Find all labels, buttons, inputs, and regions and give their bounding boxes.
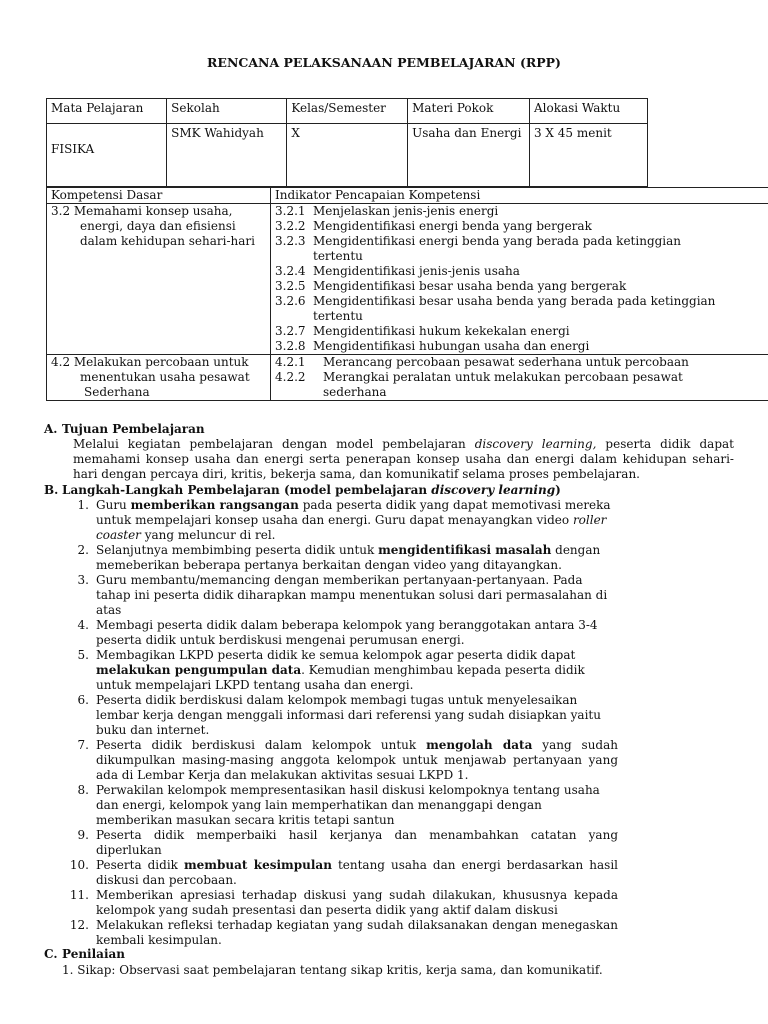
indicator-number: 3.2.6 xyxy=(275,294,306,308)
step-text-segment: . Kemudian menghimbau kepada peserta didik untuk mempelajari LKPD tentang usaha dan energi. xyxy=(96,663,585,692)
indicator-text: Merangkai peralatan untuk melakukan percobaan pesawat sederhana xyxy=(323,370,683,399)
indicator-cell-4-2 xyxy=(271,355,768,401)
document-title: RENCANA PELAKSANAAN PEMBELAJARAN (RPP) xyxy=(207,55,561,70)
step-number: 4. xyxy=(77,618,89,632)
step-keyword: mengidentifikasi masalah xyxy=(378,543,552,557)
step-item xyxy=(44,648,734,693)
competency-row-4-2 xyxy=(47,355,768,401)
indicator-text: Mengidentifikasi jenis-jenis usaha xyxy=(313,264,520,278)
step-text-segment: Melakukan refleksi terhadap kegiatan yang sudah dilaksanakan dengan menegaskan kembali kesimpulan. xyxy=(96,918,618,947)
step-text-segment: yang meluncur di rel. xyxy=(140,528,276,542)
step-item xyxy=(44,543,734,573)
step-number: 10. xyxy=(69,858,89,872)
step-text-segment: dengan memeberikan beberapa pertanya berkaitan dengan video yang ditayangkan. xyxy=(96,543,601,572)
step-text-segment: Membagi peserta didik dalam beberapa kelompok yang beranggotakan antara 3-4 peserta didik untuk berdiskusi mengenai perumusan energi. xyxy=(96,618,598,647)
kd-line: 4.2 Melakukan percobaan untuk xyxy=(51,355,249,369)
step-number: 12. xyxy=(69,918,89,932)
step-text xyxy=(96,858,618,888)
info-table-value-row xyxy=(47,124,648,187)
indicator-number: 3.2.3 xyxy=(275,234,306,248)
step-keyword: mengolah data xyxy=(426,738,533,752)
section-title: Tujuan Pembelajaran xyxy=(62,422,205,436)
kd-line: dalam kehidupan sehari-hari xyxy=(80,234,255,248)
step-text-segment: yang sudah dikumpulkan masing-masing anggota kelompok untuk menjawab pertanyaan yang ada di Lembar Kerja dan melakukan aktivitas sesuai LKPD 1. xyxy=(96,738,619,782)
step-text-segment: pada peserta didik yang dapat memotivasi mereka untuk mempelajari konsep usaha dan energi. Guru dapat menayangkan video xyxy=(96,498,611,527)
section-langkah xyxy=(44,483,734,948)
header-mata-pelajaran: Mata Pelajaran xyxy=(47,99,167,124)
kd-cell-4-2 xyxy=(47,355,271,401)
section-a-paragraph xyxy=(44,437,734,482)
paragraph-text: Melalui kegiatan pembelajaran dengan model pembelajaran xyxy=(73,437,475,451)
step-number: 7. xyxy=(77,738,89,752)
section-c-heading xyxy=(44,947,734,962)
kd-cell-3-2 xyxy=(47,204,271,355)
value-alokasi-waktu: 3 X 45 menit xyxy=(529,124,647,187)
indicator-text: Mengidentifikasi besar usaha benda yang bergerak xyxy=(313,279,627,293)
step-keyword: melakukan pengumpulan data xyxy=(96,663,302,677)
competency-header-row xyxy=(47,188,768,204)
step-text-segment: Perwakilan kelompok mempresentasikan hasil diskusi kelompoknya tentang usaha dan energi, kelompok yang lain memperhatikan dan menanggapi dengan memberikan masukan secara kritis tetapi santun xyxy=(96,783,600,827)
indicator-item xyxy=(275,355,731,370)
section-title: ) xyxy=(555,483,561,497)
step-text xyxy=(96,828,618,858)
section-b-heading xyxy=(44,483,734,498)
step-text-segment: Peserta didik berdiskusi dalam kelompok untuk xyxy=(96,738,427,752)
step-item xyxy=(44,918,734,948)
indicator-item xyxy=(275,219,731,234)
section-letter: C. xyxy=(44,947,58,961)
step-item xyxy=(44,888,734,918)
competency-row-3-2 xyxy=(47,204,768,355)
step-text xyxy=(96,918,618,948)
step-number: 5. xyxy=(77,648,89,662)
indicator-number: 3.2.1 xyxy=(275,204,306,218)
step-text-segment: Membagikan LKPD peserta didik ke semua kelompok agar peserta didik dapat xyxy=(96,648,576,662)
info-table xyxy=(46,98,648,187)
assessment-item: 1. Sikap: Observasi saat pembelajaran tentang sikap kritis, kerja sama, dan komunikatif. xyxy=(62,963,603,977)
section-title: Penilaian xyxy=(62,947,126,961)
step-number: 9. xyxy=(77,828,89,842)
step-item xyxy=(44,498,734,543)
step-item xyxy=(44,618,734,648)
header-kompetensi-dasar: Kompetensi Dasar xyxy=(47,188,271,204)
indicator-text: Mengidentifikasi besar usaha benda yang berada pada ketinggian tertentu xyxy=(313,294,716,323)
section-tujuan xyxy=(44,422,734,482)
step-item xyxy=(44,693,734,738)
section-a-heading xyxy=(44,422,734,437)
header-sekolah: Sekolah xyxy=(167,99,287,124)
step-item xyxy=(44,738,734,783)
kd-line: menentukan usaha pesawat xyxy=(80,370,250,384)
header-materi-pokok: Materi Pokok xyxy=(408,99,530,124)
step-text xyxy=(96,648,618,693)
step-emphasis: roller coaster xyxy=(96,513,607,542)
kd-line: energi, daya dan efisiensi xyxy=(80,219,236,233)
indicator-item xyxy=(275,204,731,219)
step-number: 6. xyxy=(77,693,89,707)
indicator-text: Mengidentifikasi energi benda yang berada pada ketinggian tertentu xyxy=(313,234,682,263)
step-text xyxy=(96,543,618,573)
step-list xyxy=(44,498,734,948)
competency-table xyxy=(46,187,768,401)
indicator-item xyxy=(275,370,731,400)
step-text xyxy=(96,618,618,648)
kd-line: 3.2 Memahami konsep usaha, xyxy=(51,204,233,218)
indicator-number: 3.2.7 xyxy=(275,324,306,338)
section-penilaian xyxy=(44,947,734,978)
step-number: 11. xyxy=(69,888,89,902)
step-text xyxy=(96,888,618,918)
header-alokasi-waktu: Alokasi Waktu xyxy=(529,99,647,124)
step-number: 2. xyxy=(77,543,89,557)
indicator-text: Mengidentifikasi hukum kekekalan energi xyxy=(313,324,570,338)
indicator-item xyxy=(275,264,731,279)
indicator-item xyxy=(275,279,731,294)
indicator-text: Merancang percobaan pesawat sederhana untuk percobaan xyxy=(323,355,689,369)
indicator-number: 3.2.5 xyxy=(275,279,306,293)
step-number: 1. xyxy=(77,498,89,512)
paragraph-text: peserta didik dapat memahami konsep usaha dan energi serta penerapan konsep usaha dan energi dalam kehidupan sehari-hari dengan percaya diri, kritis, bekerja sama, dan komunikatif selama proses pembelajaran. xyxy=(73,437,734,481)
step-text-segment: Memberikan apresiasi terhadap diskusi yang sudah dilakukan, khususnya kepada kelompok yang sudah presentasi dan peserta didik yang aktif dalam diskusi xyxy=(96,888,618,917)
kd-line: Sederhana xyxy=(84,385,150,399)
step-item xyxy=(44,783,734,828)
indicator-number: 3.2.8 xyxy=(275,339,306,353)
section-title-emphasis: discovery learning xyxy=(431,483,556,497)
step-text-segment: Selanjutnya membimbing peserta didik untuk xyxy=(96,543,379,557)
section-letter: B. xyxy=(44,483,59,497)
indicator-item xyxy=(275,234,731,264)
header-kelas-semester: Kelas/Semester xyxy=(287,99,408,124)
header-indikator: Indikator Pencapaian Kompetensi xyxy=(271,188,768,204)
step-number: 8. xyxy=(77,783,89,797)
step-text-segment: Peserta didik xyxy=(96,858,184,872)
indicator-cell-3-2 xyxy=(271,204,768,355)
value-kelas-semester: X xyxy=(287,124,408,187)
paragraph-emphasis: discovery learning, xyxy=(474,437,597,451)
step-keyword: membuat kesimpulan xyxy=(183,858,332,872)
step-item xyxy=(44,573,734,618)
value-mata-pelajaran: FISIKA xyxy=(47,124,167,187)
value-sekolah: SMK Wahidyah xyxy=(167,124,287,187)
indicator-text: Menjelaskan jenis-jenis energi xyxy=(313,204,499,218)
step-text xyxy=(96,738,618,783)
step-text-segment: Guru membantu/memancing dengan memberikan pertanyaan-pertanyaan. Pada tahap ini peserta didik diharapkan mampu menentukan solusi dari permasalahan di atas xyxy=(96,573,608,617)
step-item xyxy=(44,828,734,858)
step-item xyxy=(44,858,734,888)
info-table-header-row xyxy=(47,99,648,124)
section-letter: A. xyxy=(44,422,58,436)
indicator-item xyxy=(275,339,731,354)
step-text xyxy=(96,783,618,828)
step-text-segment: tentang usaha dan energi berdasarkan hasil diskusi dan percobaan. xyxy=(96,858,618,887)
step-text xyxy=(96,573,618,618)
step-keyword: memberikan rangsangan xyxy=(130,498,299,512)
indicator-number: 4.2.2 xyxy=(275,370,306,384)
step-text-segment: Guru xyxy=(96,498,131,512)
indicator-number: 3.2.2 xyxy=(275,219,306,233)
indicator-number: 4.2.1 xyxy=(275,355,306,369)
indicator-item xyxy=(275,294,731,324)
step-text xyxy=(96,693,618,738)
indicator-item xyxy=(275,324,731,339)
indicator-text: Mengidentifikasi energi benda yang bergerak xyxy=(313,219,592,233)
value-materi-pokok: Usaha dan Energi xyxy=(408,124,530,187)
section-title: Langkah-Langkah Pembelajaran (model pembelajaran xyxy=(62,483,432,497)
step-text-segment: Peserta didik memperbaiki hasil kerjanya dan menambahkan catatan yang diperlukan xyxy=(96,828,618,857)
step-number: 3. xyxy=(77,573,89,587)
indicator-number: 3.2.4 xyxy=(275,264,306,278)
step-text-segment: Peserta didik berdiskusi dalam kelompok membagi tugas untuk menyelesaikan lembar kerja dengan menggali informasi dari referensi yang sudah disiapkan yaitu buku dan internet. xyxy=(96,693,601,737)
indicator-text: Mengidentifikasi hubungan usaha dan energi xyxy=(313,339,590,353)
step-text xyxy=(96,498,618,543)
